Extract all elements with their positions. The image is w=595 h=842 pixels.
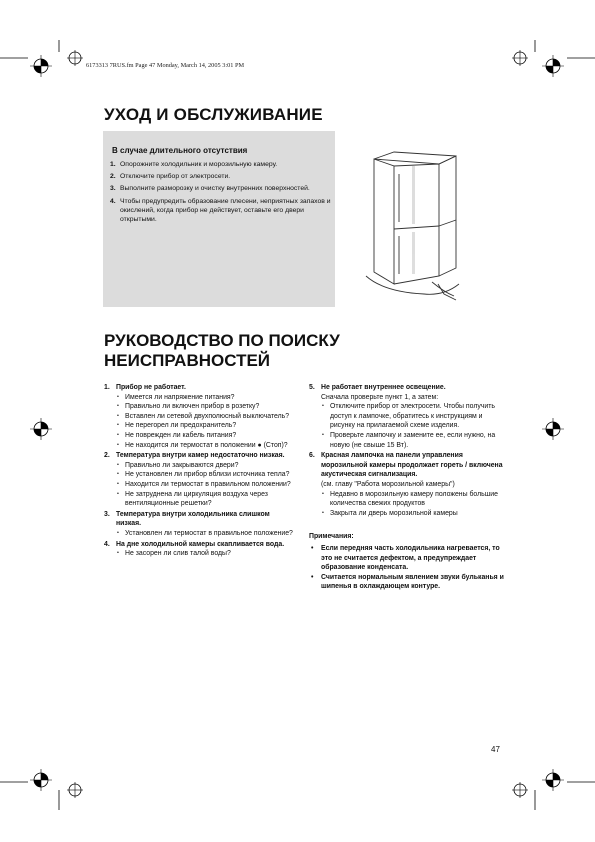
troubleshooting-item: [104, 383, 294, 450]
file-info-header: 6173313 7RUS.fm Page 47 Monday, March 14, 2005 3:01 PM: [86, 62, 245, 69]
notes-title: Примечания:: [309, 533, 354, 541]
check-item: • Не затруднена ли циркуляция воздуха через вентиляционные решетки?: [117, 490, 268, 508]
check-item: • Отключите прибор от электросети. Чтобы получить доступ к лампочке, обратитесь к инструкциям и рисунку на прилагаемой схеме изделия.: [322, 403, 495, 430]
note-item: • Считается нормальным явлением звуки бульканья и шипенья в охлаждающем контуре.: [311, 573, 504, 591]
item-number: 1.: [104, 384, 110, 391]
check-item: • Не перегорел ли предохранитель?: [117, 422, 237, 430]
troubleshooting-left-column: [104, 383, 294, 560]
registration-mark-icon: [512, 50, 528, 66]
check-item: • Правильно ли закрываются двери?: [117, 461, 239, 469]
item-intro: (см. главу "Работа морозильной камеры"): [321, 480, 455, 488]
item-text: Выполните разморозку и очистку внутренних поверхностей.: [120, 185, 310, 193]
list-item: [110, 184, 332, 193]
page-number: 47: [491, 745, 500, 754]
check-item: • Правильно ли включен прибор в розетку?: [117, 403, 260, 411]
registration-mark-icon: [30, 55, 52, 77]
check-item: • Не находится ли термостат в положении ● (Стоп)?: [117, 441, 288, 449]
item-number: 4.: [104, 540, 110, 548]
troubleshooting-title-line2: НЕИСПРАВНОСТЕЙ: [104, 351, 271, 370]
check-item: • Установлен ли термостат в правильное положение?: [117, 529, 293, 537]
check-item: • Не установлен ли прибор вблизи источника тепла?: [117, 471, 290, 479]
check-item: • Находится ли термостат в правильном положении?: [117, 480, 291, 488]
refrigerator-illustration: [364, 144, 474, 304]
absence-box: [103, 131, 335, 307]
registration-mark-icon: [67, 782, 83, 798]
item-title: Не работает внутреннее освещение.: [321, 384, 446, 391]
registration-mark-icon: [512, 782, 528, 798]
item-title: Температура внутри камер недостаточно низкая.: [116, 452, 285, 460]
check-item: • Проверьте лампочку и замените ее, если нужно, на новую (не свыше 15 Вт).: [322, 431, 496, 449]
check-item: • Закрыта ли дверь морозильной камеры: [322, 509, 458, 517]
troubleshooting-item: [309, 383, 507, 450]
check-item: • Не засорен ли слив талой воды?: [117, 550, 231, 558]
registration-mark-icon: [542, 769, 564, 791]
item-title: На дне холодильной камеры скапливается вода.: [116, 540, 285, 548]
registration-mark-icon: [542, 55, 564, 77]
item-number: 3.: [110, 185, 116, 193]
troubleshooting-item: [104, 451, 294, 509]
item-number: 2.: [110, 173, 116, 181]
item-number: 6.: [309, 452, 315, 460]
troubleshooting-right-column: [309, 383, 507, 592]
registration-mark-icon: [67, 50, 83, 66]
absence-box-heading: В случае длительного отсутствия: [112, 146, 248, 155]
item-text: Отключите прибор от электросети.: [120, 173, 231, 181]
section-title-troubleshooting: [104, 331, 444, 371]
list-item: [110, 160, 332, 169]
troubleshooting-title-line1: РУКОВОДСТВО ПО ПОИСКУ: [104, 331, 340, 350]
item-text: Опорожните холодильник и морозильную камеру.: [120, 161, 278, 168]
check-item: • Имеется ли напряжение питания?: [117, 393, 235, 401]
item-title: Красная лампочка на панели управления морозильной камеры продолжает гореть / включена акустическая сигнализация.: [321, 452, 503, 479]
item-number: 1.: [110, 161, 116, 168]
list-item: [110, 197, 332, 225]
absence-list: [110, 160, 332, 227]
check-item: • Не поврежден ли кабель питания?: [117, 431, 237, 439]
section-title-care: УХОД И ОБСЛУЖИВАНИЕ: [104, 105, 323, 124]
item-number: 2.: [104, 452, 110, 460]
check-item: • Вставлен ли сетевой двухполюсный выключатель?: [117, 412, 290, 420]
troubleshooting-item: [104, 540, 294, 559]
item-number: 3.: [104, 510, 110, 518]
item-intro: Сначала проверьте пункт 1, а затем:: [321, 393, 439, 401]
registration-mark-icon: [30, 418, 52, 440]
troubleshooting-item: [309, 451, 507, 518]
note-item: • Если передняя часть холодильника нагревается, то это не считается дефектом, а предупреждает образование конденсата.: [311, 544, 500, 572]
registration-mark-icon: [30, 769, 52, 791]
item-text: Чтобы предупредить образование плесени, неприятных запахов и окислений, когда прибор не действует, оставьте его двери открытыми.: [120, 197, 331, 224]
item-number: 5.: [309, 384, 315, 391]
list-item: [110, 172, 332, 181]
item-title: Прибор не работает.: [116, 384, 186, 391]
registration-mark-icon: [542, 418, 564, 440]
troubleshooting-item: [104, 510, 294, 539]
item-number: 4.: [110, 197, 116, 205]
item-title: Температура внутри холодильника слишком низкая.: [116, 510, 270, 528]
check-item: • Недавно в морозильную камеру положены большие количества свежих продуктов: [322, 490, 498, 508]
